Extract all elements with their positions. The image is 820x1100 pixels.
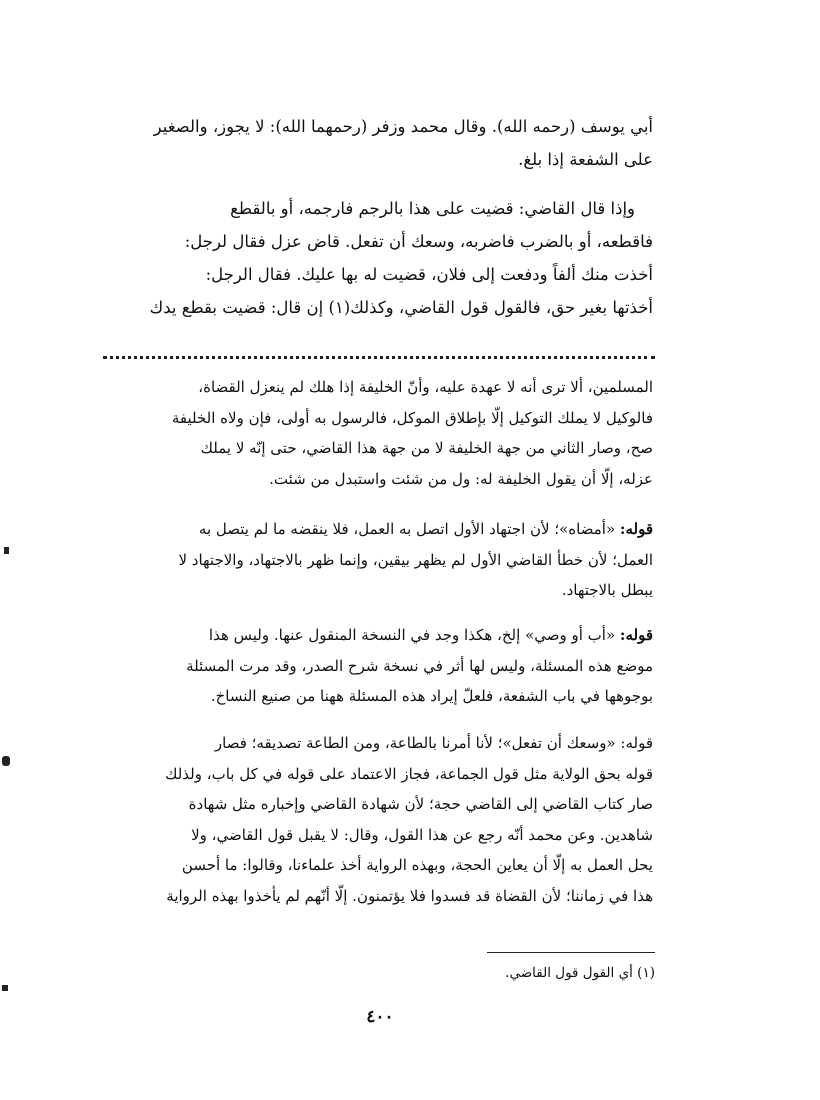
footnote: (١) أي القول قول القاضي. — [505, 965, 655, 981]
commentary-line: صح، وصار الثاني من جهة الخليفة لا من جهة هذا القاضي، حتى إنّه لا يملك — [200, 439, 653, 457]
scan-speck — [2, 756, 10, 766]
commentary-line — [103, 620, 653, 651]
main-line: أخذتها بغير حق، فالقول قول القاضي، وكذلك(١) إن قال: قضيت بقطع يدك — [149, 298, 653, 317]
commentary-para-4 — [103, 728, 653, 911]
commentary-keyword: قوله: — [619, 626, 653, 644]
commentary-text: «أب أو وصي» إلخ، هكذا وجد في النسخة المنقول عنها. وليس هذا — [208, 626, 616, 644]
main-line: أخذت منك ألفاً ودفعت إلى فلان، قضيت له بها عليك. فقال الرجل: — [205, 265, 653, 284]
commentary-para-1 — [103, 372, 653, 494]
commentary-line: موضع هذه المسئلة، وليس لها أثر في نسخة شرح الصدر، وقد مرت المسئلة — [186, 656, 653, 675]
main-line: وإذا قال القاضي: قضيت على هذا بالرجم فارجمه، أو بالقطع — [230, 199, 635, 218]
footnote-rule — [487, 952, 655, 953]
commentary-line: بوجوهها في باب الشفعة، فلعلّ إيراد هذه المسئلة ههنا من صنيع النساخ. — [210, 687, 653, 705]
scan-speck — [2, 985, 8, 991]
main-text — [103, 110, 653, 176]
main-line: أبي يوسف (رحمه الله). وقال محمد وزفر (رحمهما الله): لا يجوز، والصغير — [153, 117, 653, 136]
commentary-line: يبطل بالاجتهاد. — [561, 581, 653, 599]
commentary-line: المسلمين، ألا ترى أنه لا عهدة عليه، وأنّ الخليفة إذا هلك لم ينعزل القضاة، — [198, 378, 653, 396]
commentary-line: صار كتاب القاضي إلى القاضي حجة؛ لأن شهادة القاضي وإخباره مثل شهادة — [188, 795, 653, 813]
main-text-para2 — [103, 192, 653, 324]
commentary-keyword: قوله: — [619, 520, 653, 538]
commentary-line: عزله، إلّا أن يقول الخليفة له: ول من شئت واستبدل من شئت. — [269, 469, 653, 488]
separator-dotted-line — [103, 348, 655, 359]
commentary-line: فالوكيل لا يملك التوكيل إلّا بإطلاق الموكل، فالرسول به أولى، فإن ولاه الخليفة — [171, 408, 653, 427]
commentary-line — [103, 514, 653, 545]
commentary-keyword: قوله: — [620, 734, 653, 752]
commentary-para-2 — [103, 514, 653, 606]
main-line: فاقطعه، أو بالضرب فاضربه، وسعك أن تفعل. قاض عزل فقال لرجل: — [184, 232, 653, 251]
main-line: على الشفعة إذا بلغ. — [518, 150, 653, 169]
commentary-para-3 — [103, 620, 653, 712]
commentary-line: شاهدين. وعن محمد أنّه رجع عن هذا القول، وقال: لا يقبل قول القاضي، ولا — [191, 825, 653, 844]
commentary-line: هذا في زماننا؛ لأن القضاة قد فسدوا فلا يؤتمنون. إلّا أنّهم لم يأخذوا بهذه الرواية — [166, 886, 653, 905]
commentary-line: يحل العمل به إلّا أن يعاين الحجة، وبهذه الرواية أخذ علماءنا، وقالوا: ما أحسن — [181, 856, 653, 874]
commentary-line: قوله بحق الولاية مثل قول الجماعة، فجاز الاعتماد على قوله في كل باب، ولذلك — [165, 764, 653, 783]
commentary-line — [103, 728, 653, 759]
commentary-text: «أمضاه»؛ لأن اجتهاد الأول اتصل به العمل، فلا ينقضه ما لم يتصل به — [198, 520, 616, 538]
commentary-text: «وسعك أن تفعل»؛ لأنا أمرنا بالطاعة، ومن الطاعة تصديقه؛ فصار — [214, 734, 616, 752]
commentary-line: العمل؛ لأن خطأ القاضي الأول لم يظهر بيقين، وإنما ظهر بالاجتهاد، والاجتهاد لا — [178, 550, 653, 569]
page-number: ٤٠٠ — [366, 1007, 394, 1027]
scan-speck — [4, 547, 9, 554]
